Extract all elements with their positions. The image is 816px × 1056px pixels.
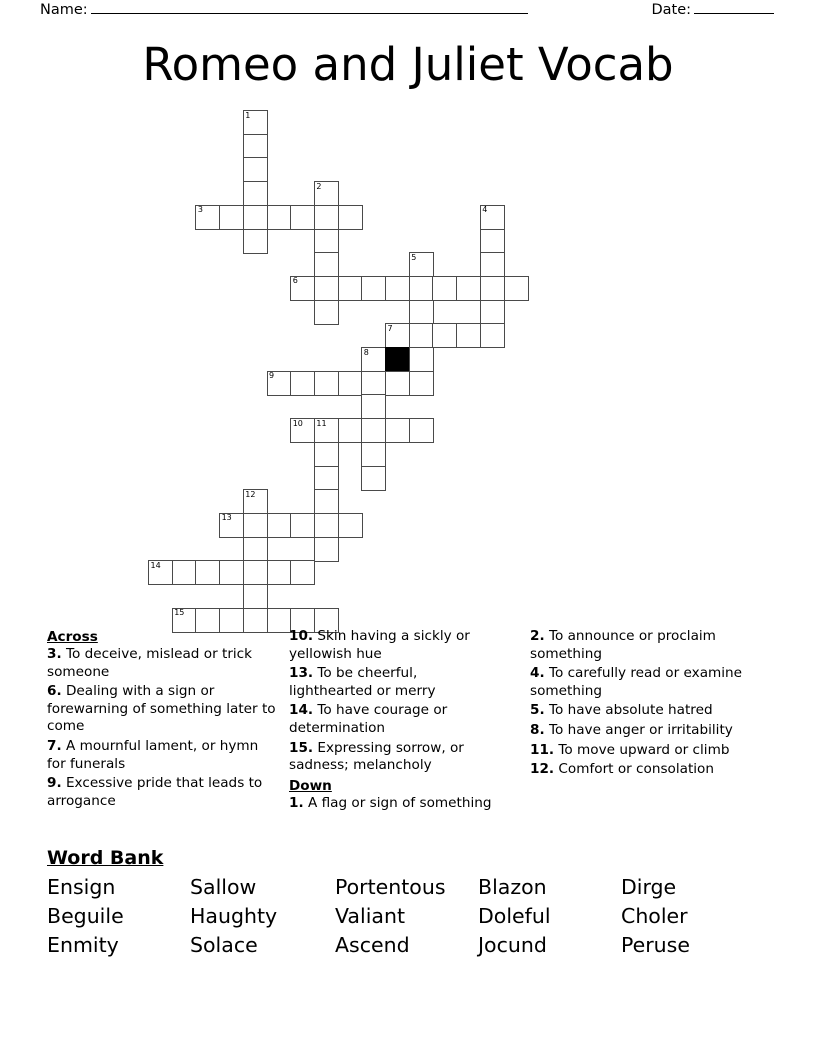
crossword-cell[interactable] [338, 513, 363, 538]
crossword-cell[interactable] [480, 229, 505, 254]
crossword-cell[interactable] [314, 442, 339, 467]
clue-number: 14. [289, 702, 314, 719]
crossword-cell[interactable] [314, 205, 339, 230]
clue-number: 7. [47, 737, 62, 754]
crossword-cell[interactable] [243, 513, 268, 538]
crossword-cell[interactable] [267, 205, 292, 230]
crossword-cell-number: 1 [245, 110, 251, 120]
crossword-cell[interactable] [361, 466, 386, 491]
crossword-cell-number: 5 [411, 252, 417, 262]
crossword-cell[interactable] [290, 560, 315, 585]
clues-section [0, 628, 816, 833]
clue-column-2 [289, 628, 499, 814]
clue-number: 1. [289, 794, 304, 811]
crossword-cell[interactable] [385, 276, 410, 301]
clue-across-9 [47, 775, 280, 810]
crossword-cell[interactable] [338, 418, 363, 443]
clue-column-3 [530, 628, 765, 781]
crossword-cell[interactable] [314, 276, 339, 301]
crossword-cell[interactable] [385, 371, 410, 396]
clue-text: To move upward or climb [558, 741, 730, 758]
word-bank-word: Solace [190, 933, 258, 957]
clue-text: A flag or sign of something [307, 794, 492, 811]
crossword-cell[interactable] [314, 489, 339, 514]
clue-number: 15. [289, 739, 314, 756]
crossword-cell[interactable] [314, 229, 339, 254]
clue-down-11 [530, 742, 765, 760]
crossword-cell-number: 4 [482, 205, 488, 215]
clue-text: Excessive pride that leads to arrogance [47, 775, 263, 809]
crossword-cell[interactable] [361, 371, 386, 396]
clue-number: 5. [530, 702, 545, 719]
crossword-cell[interactable] [290, 371, 315, 396]
crossword-cell-number: 10 [292, 418, 303, 428]
word-bank-word: Jocund [478, 933, 547, 957]
crossword-cell[interactable] [338, 205, 363, 230]
clue-down-8 [530, 722, 765, 740]
crossword-cell[interactable] [314, 537, 339, 562]
clue-text: To have courage or determination [289, 702, 448, 736]
crossword-cell[interactable] [243, 134, 268, 159]
crossword-cell[interactable] [267, 560, 292, 585]
crossword-cell[interactable] [290, 418, 315, 443]
clue-across-14 [289, 702, 499, 737]
clue-number: 4. [530, 665, 545, 682]
crossword-cell-number: 6 [292, 276, 298, 286]
clue-number: 2. [530, 628, 545, 644]
crossword-cell[interactable] [148, 560, 173, 585]
crossword-cell-number: 14 [150, 560, 161, 570]
crossword-cell[interactable] [243, 584, 268, 609]
word-bank-word: Portentous [335, 875, 446, 899]
crossword-cell[interactable] [243, 181, 268, 206]
crossword-cell[interactable] [219, 513, 244, 538]
clue-number: 10. [289, 628, 314, 644]
crossword-cell[interactable] [314, 418, 339, 443]
word-bank-word: Doleful [478, 904, 551, 928]
crossword-cell[interactable] [219, 205, 244, 230]
clue-text: To deceive, mislead or trick someone [47, 646, 253, 680]
crossword-cell[interactable] [432, 276, 457, 301]
crossword-cell-number: 3 [197, 205, 203, 215]
clue-text: Comfort or consolation [558, 761, 714, 778]
crossword-cell[interactable] [385, 418, 410, 443]
crossword-cell-number: 12 [245, 489, 256, 499]
crossword-cell[interactable] [409, 347, 434, 372]
crossword-grid[interactable] [0, 100, 816, 625]
crossword-cell[interactable] [267, 371, 292, 396]
crossword-cell[interactable] [480, 323, 505, 348]
crossword-cell[interactable] [243, 110, 268, 135]
clue-across-13 [289, 665, 499, 700]
crossword-cell[interactable] [290, 205, 315, 230]
clue-text: Expressing sorrow, or sadness; melancholy [289, 739, 464, 774]
down-heading: Down [289, 777, 332, 794]
clue-text: To carefully read or examine something [530, 665, 743, 699]
clue-number: 12. [530, 761, 555, 778]
crossword-cell[interactable] [314, 181, 339, 206]
name-label: Name: [40, 2, 88, 18]
clue-across-10 [289, 628, 499, 663]
clue-text: To have anger or irritability [548, 721, 733, 738]
crossword-cell[interactable] [314, 252, 339, 277]
clue-number: 8. [530, 721, 545, 738]
clue-text: A mournful lament, or hymn for funerals [47, 737, 259, 772]
crossword-cell[interactable] [504, 276, 529, 301]
word-bank-title: Word Bank [47, 847, 164, 869]
crossword-cell-number: 9 [269, 371, 275, 381]
clue-number: 11. [530, 741, 555, 758]
crossword-cell[interactable] [409, 323, 434, 348]
crossword-cell[interactable] [243, 205, 268, 230]
crossword-cell[interactable] [456, 323, 481, 348]
word-bank-word: Enmity [47, 933, 119, 957]
crossword-cell[interactable] [338, 371, 363, 396]
word-bank-word: Blazon [478, 875, 547, 899]
clue-column-1 [47, 628, 280, 812]
crossword-cell[interactable] [243, 229, 268, 254]
crossword-cell[interactable] [409, 418, 434, 443]
word-bank-word: Beguile [47, 904, 124, 928]
clue-text: Skin having a sickly or yellowish hue [289, 628, 470, 662]
crossword-cell[interactable] [172, 560, 197, 585]
crossword-cell[interactable] [314, 513, 339, 538]
crossword-cell[interactable] [243, 537, 268, 562]
word-bank-word: Dirge [621, 875, 677, 899]
crossword-cell[interactable] [480, 300, 505, 325]
word-bank-word: Peruse [621, 933, 690, 957]
word-bank-word: Ensign [47, 875, 116, 899]
crossword-cell-number: 13 [221, 513, 232, 523]
clue-text: To announce or proclaim something [530, 628, 716, 662]
crossword-cell[interactable] [480, 276, 505, 301]
crossword-cell-number: 8 [363, 347, 369, 357]
crossword-cell[interactable] [195, 560, 220, 585]
crossword-cell[interactable] [314, 371, 339, 396]
word-bank-section [47, 845, 777, 960]
word-bank-word: Valiant [335, 904, 405, 928]
crossword-cell[interactable] [385, 323, 410, 348]
clue-down-4 [530, 665, 765, 700]
word-bank-word: Haughty [190, 904, 278, 928]
clue-number: 13. [289, 665, 314, 682]
word-bank-grid [47, 873, 777, 960]
crossword-cell[interactable] [361, 442, 386, 467]
clue-across-7 [47, 738, 280, 773]
clue-down-5 [530, 702, 765, 720]
crossword-cell-number: 11 [316, 418, 327, 428]
crossword-cell-number: 7 [387, 323, 393, 333]
name-date-row [40, 0, 776, 26]
crossword-cell[interactable] [243, 560, 268, 585]
crossword-cell[interactable] [409, 276, 434, 301]
crossword-cell[interactable] [432, 323, 457, 348]
clue-down-12 [530, 761, 765, 779]
clue-across-6 [47, 683, 280, 736]
crossword-cell[interactable] [361, 394, 386, 419]
crossword-cell[interactable] [361, 418, 386, 443]
clue-down-1 [289, 795, 499, 813]
crossword-cell[interactable] [480, 205, 505, 230]
crossword-cell[interactable] [361, 276, 386, 301]
crossword-cell[interactable] [243, 157, 268, 182]
crossword-cell[interactable] [243, 489, 268, 514]
clue-number: 6. [47, 683, 62, 700]
clue-text: To be cheerful, lighthearted or merry [289, 665, 436, 699]
crossword-cell-number: 2 [316, 181, 322, 191]
word-bank-word: Ascend [335, 933, 410, 957]
crossword-cell[interactable] [290, 276, 315, 301]
page-title: Romeo and Juliet Vocab [142, 38, 674, 91]
crossword-cell[interactable] [361, 347, 386, 372]
crossword-cell[interactable] [219, 560, 244, 585]
clue-text: Dealing with a sign or forewarning of something later to come [47, 683, 276, 735]
crossword-cell[interactable] [456, 276, 481, 301]
word-bank-word: Sallow [190, 875, 257, 899]
name-write-line[interactable] [91, 0, 528, 14]
clue-number: 9. [47, 775, 62, 792]
crossword-cell[interactable] [409, 252, 434, 277]
crossword-cell[interactable] [409, 300, 434, 325]
crossword-cell-number: 15 [174, 608, 185, 618]
clue-across-15 [289, 740, 499, 775]
crossword-cell[interactable] [338, 276, 363, 301]
clue-down-2 [530, 628, 765, 663]
crossword-cell[interactable] [267, 513, 292, 538]
clue-number: 3. [47, 646, 62, 662]
crossword-blocked-cell [385, 347, 410, 372]
crossword-cell[interactable] [195, 205, 220, 230]
clue-text: To have absolute hatred [548, 702, 713, 719]
crossword-cell[interactable] [314, 300, 339, 325]
date-label: Date: [651, 2, 691, 18]
word-bank-word: Choler [621, 904, 688, 928]
crossword-cell[interactable] [409, 371, 434, 396]
date-write-line[interactable] [694, 0, 774, 14]
clue-across-3 [47, 646, 280, 681]
crossword-cell[interactable] [290, 513, 315, 538]
across-heading: Across [47, 629, 98, 645]
crossword-cell[interactable] [314, 466, 339, 491]
crossword-cell[interactable] [480, 252, 505, 277]
